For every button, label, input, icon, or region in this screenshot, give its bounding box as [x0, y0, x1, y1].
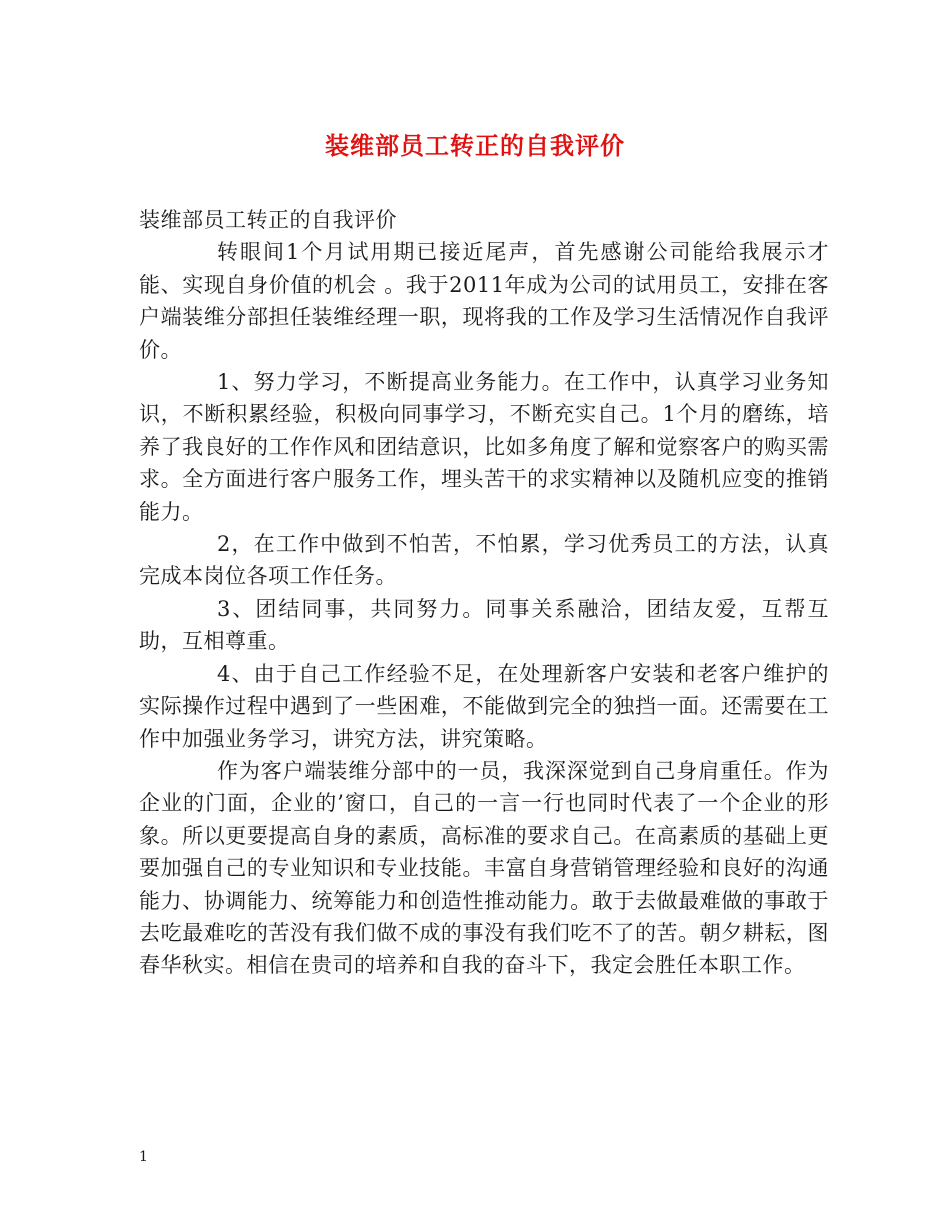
paragraph-intro: 转眼间1个月试用期已接近尾声，首先感谢公司能给我展示才能、实现自身价值的机会 。我于2011年成为公司的试用员工，安排在客户端装维分部担任装维经理一职，现将我的工作及学习生活情况作自我评价。: [139, 240, 829, 362]
paragraph-point-3: 3、团结同事，共同努力。同事关系融洽，团结友爱，互帮互助，互相尊重。: [139, 596, 829, 654]
paragraph-point-2: 2，在工作中做到不怕苦，不怕累，学习优秀员工的方法，认真完成本岗位各项工作任务。: [139, 532, 829, 589]
paragraph-point-4: 4、由于自己工作经验不足，在处理新客户安装和老客户维护的实际操作过程中遇到了一些困难，不能做到完全的独挡一面。还需要在工作中加强业务学习，讲究方法，讲究策略。: [139, 661, 829, 751]
document-subtitle: 装维部员工转正的自我评价: [139, 208, 397, 232]
paragraph-point-1: 1、努力学习，不断提高业务能力。在工作中，认真学习业务知识，不断积累经验，积极向同事学习，不断充实自己。1个月的磨练，培养了我良好的工作作风和团结意识，比如多角度了解和觉察客户的购买需求。全方面进行客户服务工作，埋头苦干的求实精神以及随机应变的推销能力。: [139, 370, 829, 524]
paragraph-conclusion: 作为客户端装维分部中的一员，我深深觉到自己身肩重任。作为企业的门面，企业的’窗口，自己的一言一行也同时代表了一个企业的形象。所以更要提高自身的素质，高标准的要求自己。在高素质的基础上更要加强自己的专业知识和专业技能。丰富自身营销管理经验和良好的沟通能力、协调能力、统筹能力和创造性推动能力。敢于去做最难做的事敢于去吃最难吃的苦没有我们做不成的事没有我们吃不了的苦。朝夕耕耘，图春华秋实。相信在贵司的培养和自我的奋斗下，我定会胜任本职工作。: [139, 758, 829, 978]
document-body: [139, 204, 829, 982]
document-title: 装维部员工转正的自我评价: [325, 131, 625, 160]
page-number: 1: [139, 1149, 148, 1165]
